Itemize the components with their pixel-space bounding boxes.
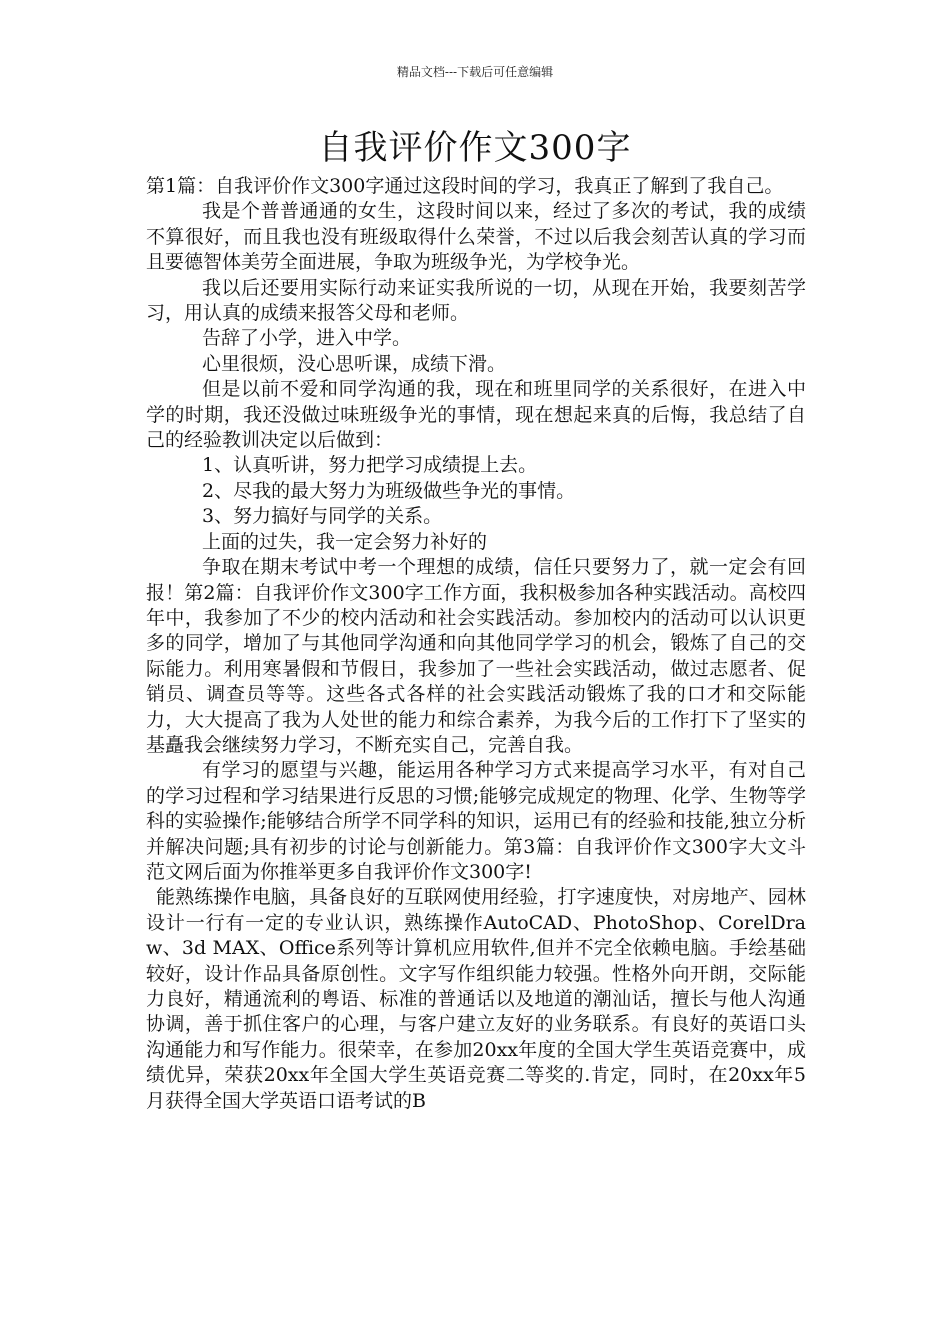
- paragraph: 上面的过失，我一定会努力补好的: [202, 530, 488, 553]
- document-title: 自我评价作文300字: [318, 128, 632, 168]
- paragraph: 能熟练操作电脑，具备良好的互联网使用经验，打字速度快，对房地产、园林设计一行有一定的专业认识，熟练操作AutoCAD、PhotoShop、CorelDraw、3d MAX、Office系列等计算机应用软件,但并不完全依赖电脑。手绘基础较好，设计作品具备原创性。文字写作组织能力较强。性格外向开朗，交际能力良好，精通流利的粤语、标准的普通话以及地道的潮汕话，擅长与他人沟通协调，善于抓住客户的心理，与客户建立友好的业务联系。有良好的英语口头沟通能力和写作能力。很荣幸，在参加20xx年度的全国大学生英语竞赛中，成绩优异，荣获20xx年全国大学生英语竞赛二等奖的.肯定，同时，在20xx年5月获得全国大学英语口语考试的B: [146, 886, 806, 1112]
- list-item: 2、尽我的最大努力为班级做些争光的事情。: [202, 479, 576, 502]
- paragraph: 心里很烦，没心思听课，成绩下滑。: [202, 352, 507, 375]
- paragraph: 我是个普普通通的女生，这段时间以来，经过了多次的考试，我的成绩不算很好，而且我也没有班级取得什么荣誉，不过以后我会刻苦认真的学习而且要德智体美劳全面进展，争取为班级争光，为学校争光。: [146, 200, 806, 274]
- list-item: 3、努力搞好与同学的关系。: [202, 505, 443, 528]
- paragraph: 第1篇：自我评价作文300字通过这段时间的学习，我真正了解到了我自己。: [146, 175, 784, 197]
- list-item: 1、认真听讲，努力把学习成绩提上去。: [202, 454, 538, 477]
- document-body: [146, 174, 806, 1114]
- page-header-note: 精品文档---下载后可任意编辑: [396, 65, 554, 79]
- paragraph: 告辞了小学，进入中学。: [202, 327, 412, 350]
- paragraph: 有学习的愿望与兴趣，能运用各种学习方式来提高学习水平，有对自己的学习过程和学习结果进行反思的习惯;能够完成规定的物理、化学、生物等学科的实验操作;能够结合所学不同学科的知识，运用已有的经验和技能,独立分析并解决问题;具有初步的讨论与创新能力。第3篇：自我评价作文300字大文斗范文网后面为你推举更多自我评价作文300字!: [146, 759, 806, 883]
- paragraph: 我以后还要用实际行动来证实我所说的一切，从现在开始，我要刻苦学习，用认真的成绩来报答父母和老师。: [146, 276, 806, 325]
- paragraph: 但是以前不爱和同学沟通的我，现在和班里同学的关系很好，在进入中学的时期，我还没做过味班级争光的事情，现在想起来真的后悔，我总结了自己的经验教训决定以后做到：: [146, 378, 806, 452]
- paragraph: 争取在期末考试中考一个理想的成绩，信任只要努力了，就一定会有回报！第2篇：自我评价作文300字工作方面，我积极参加各种实践活动。高校四年中，我参加了不少的校内活动和社会实践活动。参加校内的活动可以认识更多的同学，增加了与其他同学沟通和向其他同学学习的机会，锻炼了自己的交际能力。利用寒暑假和节假日，我参加了一些社会实践活动，做过志愿者、促销员、调查员等等。这些各式各样的社会实践活动锻炼了我的口才和交际能力，大大提高了我为人处世的能力和综合素养，为我今后的工作打下了坚实的基矗我会继续努力学习，不断充实自己，完善自我。: [146, 556, 806, 756]
